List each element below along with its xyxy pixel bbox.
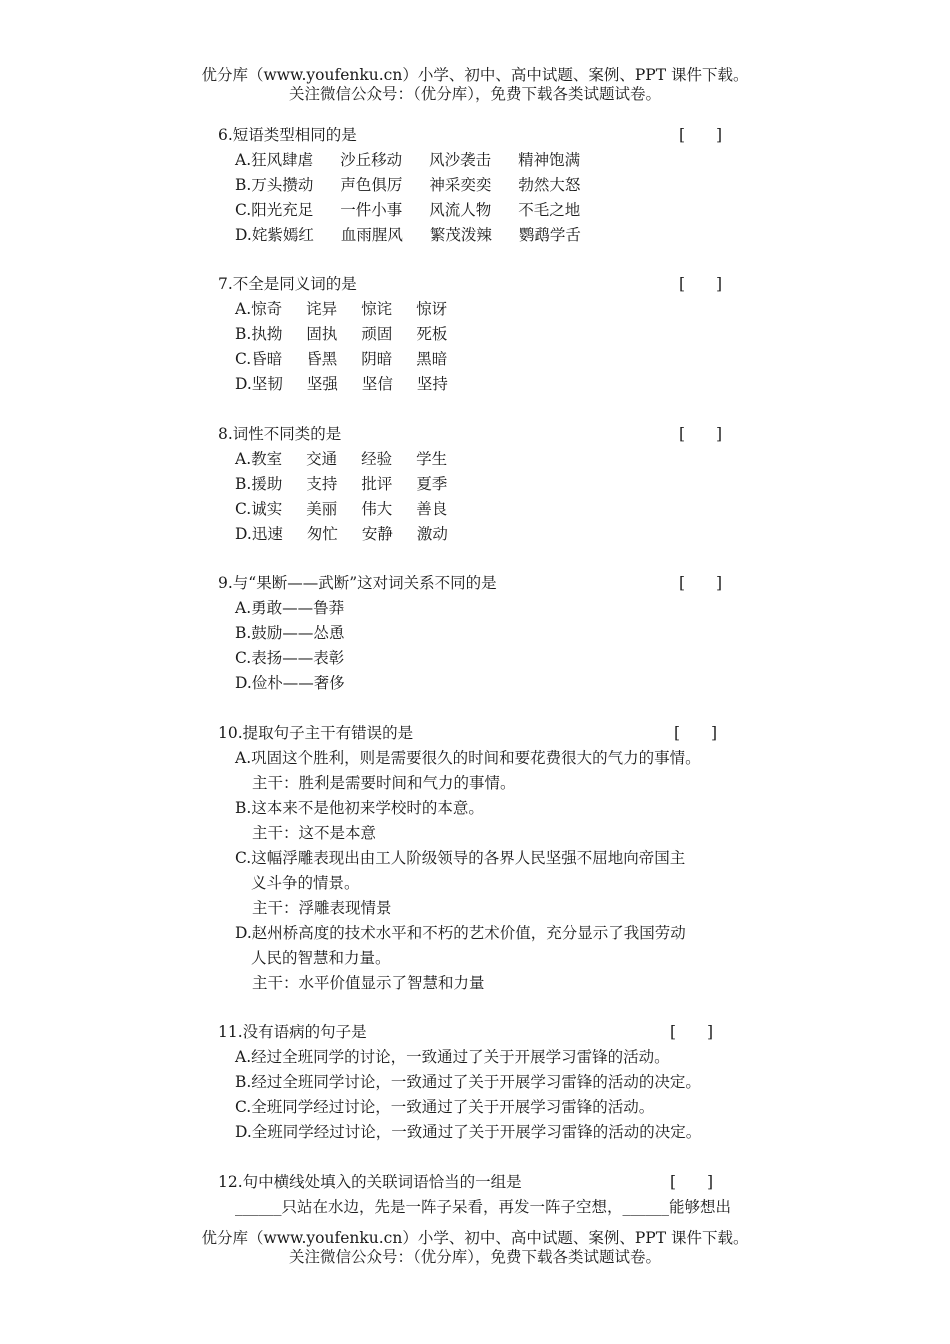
option-d: D.赵州桥高度的技术水平和不朽的艺术价值，充分显示了我国劳动: [235, 924, 686, 942]
answer-bracket: [ ]: [679, 574, 723, 592]
option-c: C.全班同学经过讨论，一致通过了关于开展学习雷锋的活动。: [235, 1098, 655, 1116]
option-b: B.经过全班同学讨论，一致通过了关于开展学习雷锋的活动的决定。: [235, 1073, 701, 1091]
question-11: [218, 1020, 728, 1145]
question-10-stem: 10.提取句子主干有错误的是: [218, 724, 414, 742]
answer-bracket: [ ]: [679, 425, 723, 443]
option-a: A.教室 交通 经验 学生: [235, 450, 448, 468]
option-d: D.全班同学经过讨论，一致通过了关于开展学习雷锋的活动的决定。: [235, 1123, 702, 1141]
question-12: [218, 1170, 732, 1220]
footer-line-1: 优分库（www.youfenku.cn）小学、初中、高中试题、案例、PPT 课件下载。: [201, 1229, 749, 1247]
option-d: D.坚韧 坚强 坚信 坚持: [235, 375, 448, 393]
option-c-stem: 主干：浮雕表现情景: [252, 899, 392, 917]
question-11-stem: 11.没有语病的句子是: [218, 1023, 367, 1041]
option-c: C.表扬——表彰: [235, 649, 345, 667]
question-12-stem: 12.句中横线处填入的关联词语恰当的一组是: [218, 1173, 522, 1191]
option-a: A.巩固这个胜利，则是需要很久的时间和要花费很大的气力的事情。: [235, 749, 701, 767]
page-header: [0, 66, 950, 104]
option-a: A.勇敢——鲁莽: [235, 599, 345, 617]
option-c: C.昏暗 昏黑 阴暗 黑暗: [235, 350, 448, 368]
option-a-stem: 主干：胜利是需要时间和气力的事情。: [252, 774, 516, 792]
option-b: B.鼓励——怂恿: [235, 624, 345, 642]
option-b: B.执拗 固执 顽固 死板: [235, 325, 448, 343]
question-6-stem: 6.短语类型相同的是: [218, 126, 357, 144]
question-12-text: ______只站在水边，先是一阵子呆看，再发一阵子空想，______能够想出: [235, 1198, 732, 1216]
option-c-continued: 义斗争的情景。: [251, 874, 360, 892]
option-b: B.这本来不是他初来学校时的本意。: [235, 799, 484, 817]
option-b: B.万头攒动 声色俱厉 神采奕奕 勃然大怒: [235, 176, 581, 194]
question-8: [218, 422, 728, 547]
question-9-stem: 9.与“果断——武断”这对词关系不同的是: [218, 574, 497, 592]
footer-line-2: 关注微信公众号：（优分库），免费下载各类试题试卷。: [288, 1248, 661, 1266]
answer-bracket: [ ]: [670, 1173, 714, 1191]
option-c: C.这幅浮雕表现出由工人阶级领导的各界人民坚强不屈地向帝国主: [235, 849, 686, 867]
option-d: D.姹紫嫣红 血雨腥风 繁茂泼辣 鹦鹉学舌: [235, 226, 581, 244]
option-d-stem: 主干：水平价值显示了智慧和力量: [252, 974, 485, 992]
header-line-1: 优分库（www.youfenku.cn）小学、初中、高中试题、案例、PPT 课件下载。: [201, 66, 749, 84]
answer-bracket: [ ]: [670, 1023, 714, 1041]
question-9: [218, 571, 728, 696]
option-d-continued: 人民的智慧和力量。: [251, 949, 391, 967]
option-a: A.惊奇 诧异 惊诧 惊讶: [235, 300, 448, 318]
option-d: D.迅速 匆忙 安静 激动: [235, 525, 448, 543]
option-b: B.援助 支持 批评 夏季: [235, 475, 448, 493]
question-7: [218, 272, 728, 397]
question-8-stem: 8.词性不同类的是: [218, 425, 342, 443]
answer-bracket: [ ]: [679, 275, 723, 293]
option-a: A.经过全班同学的讨论，一致通过了关于开展学习雷锋的活动。: [235, 1048, 670, 1066]
option-a: A.狂风肆虐 沙丘移动 风沙袭击 精神饱满: [235, 151, 581, 169]
question-6: [218, 123, 728, 248]
option-c: C.诚实 美丽 伟大 善良: [235, 500, 448, 518]
option-d: D.俭朴——奢侈: [235, 674, 345, 692]
page-footer: [0, 1229, 950, 1267]
answer-bracket: [ ]: [674, 724, 718, 742]
answer-bracket: [ ]: [679, 126, 723, 144]
option-c: C.阳光充足 一件小事 风流人物 不毛之地: [235, 201, 581, 219]
question-10: [218, 721, 728, 996]
header-line-2: 关注微信公众号：（优分库），免费下载各类试题试卷。: [288, 85, 661, 103]
option-b-stem: 主干：这不是本意: [252, 824, 377, 842]
question-7-stem: 7.不全是同义词的是: [218, 275, 357, 293]
